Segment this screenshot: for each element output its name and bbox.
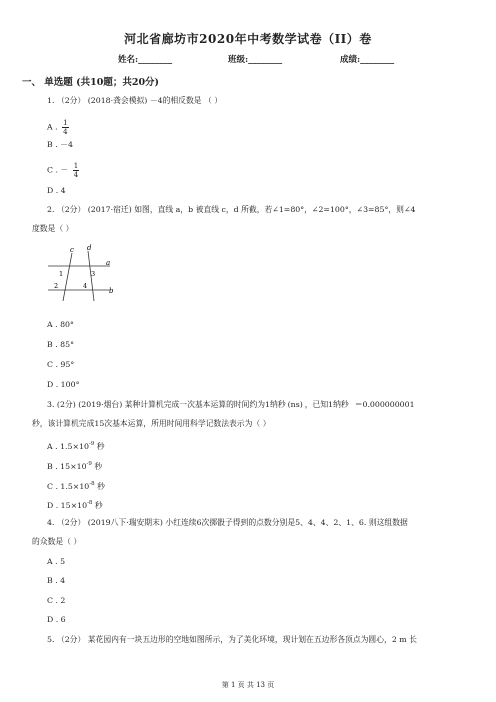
fraction: $\frac{1}{4}$ [63,119,68,136]
line-c [63,253,72,301]
label-angle-2: 2 [54,282,59,290]
name-field: 姓名:________ [118,55,173,65]
score-field: 成绩:________ [340,55,395,65]
label-angle-4: 4 [83,282,88,290]
lines-figure [48,243,128,303]
q1-option-d: D . 4 [47,186,66,195]
class-field: 班级:________ [228,55,283,65]
q1-option-b: B . －4 [47,140,73,149]
q3-option-c: C . $1.5\times 10^{-8}$ 秒 [47,481,105,491]
q2-option-b: B . 85° [47,340,74,349]
question-1-stem: 1. （2分） (2018·龚会模拟) －4的相反数是 （ ） [47,96,223,105]
section-heading: 一、 单选题 (共10题；共20分) [22,77,160,88]
q2-option-d: D . 100° [47,380,80,389]
question-4-stem-line1: 4. （2分） (2019八下·瑞安期末) 小红连续6次掷骰子得到的点数分别是5、4、4、2、1、6. 则这组数据 [47,518,408,527]
question-5-stem-line1: 5. （2分） 某花园内有一块五边形的空地如图所示，为了美化环境，现计划在五边形各顶点为圆心，2 m 长 [47,635,417,644]
question-4-stem-line2: 的众数是（ ） [32,537,82,546]
q1-option-a: A . $\frac{1}{4}$ [47,119,68,136]
q4-option-b: B . 4 [47,576,66,585]
q3-option-a: A . $1.5\times 10^{-9}$ 秒 [47,441,105,451]
q4-option-a: A . 5 [47,557,66,566]
q2-option-a: A . 80° [47,320,74,329]
q3-option-b: B . $15\times 10^{-9}$ 秒 [47,461,103,471]
label-d: d [87,244,92,252]
q2-option-c: C . 95° [47,360,75,369]
label-c: c [70,246,74,254]
label-angle-1: 1 [59,270,64,278]
q4-option-d: D . 6 [47,615,66,624]
fraction: $\frac{1}{4}$ [73,162,79,179]
q1-option-c: C . － $\frac{1}{4}$ [47,162,79,179]
question-2-stem-line2: 度数是（ ） [32,224,74,233]
question-3-stem-line1: 3. (2分) (2019·烟台) 某种计算机完成一次基本运算的时间约为1纳秒 (ns) ，已知1纳秒 ＝0.000000001 [47,400,415,409]
q3-option-d: D . $15\times 10^{-8}$ 秒 [47,500,103,510]
q4-option-c: C . 2 [47,596,66,605]
question-2-stem-line1: 2. （2分） (2017·宿迁) 如图，直线 a，b 被直线 c，d 所截，若∠1=80°，∠2=100°，∠3=85°，则∠4 [47,205,416,214]
page-title: 河北省廊坊市2020年中考数学试卷（II）卷 [124,32,372,46]
label-a: a [106,259,111,267]
label-b: b [109,287,114,295]
question-3-stem-line2: 秒，该计算机完成15次基本运算，所用时间用科学记数法表示为（ ） [32,419,271,428]
page-footer: 第 1 页 共 13 页 [221,681,275,689]
label-angle-3: 3 [91,270,96,278]
